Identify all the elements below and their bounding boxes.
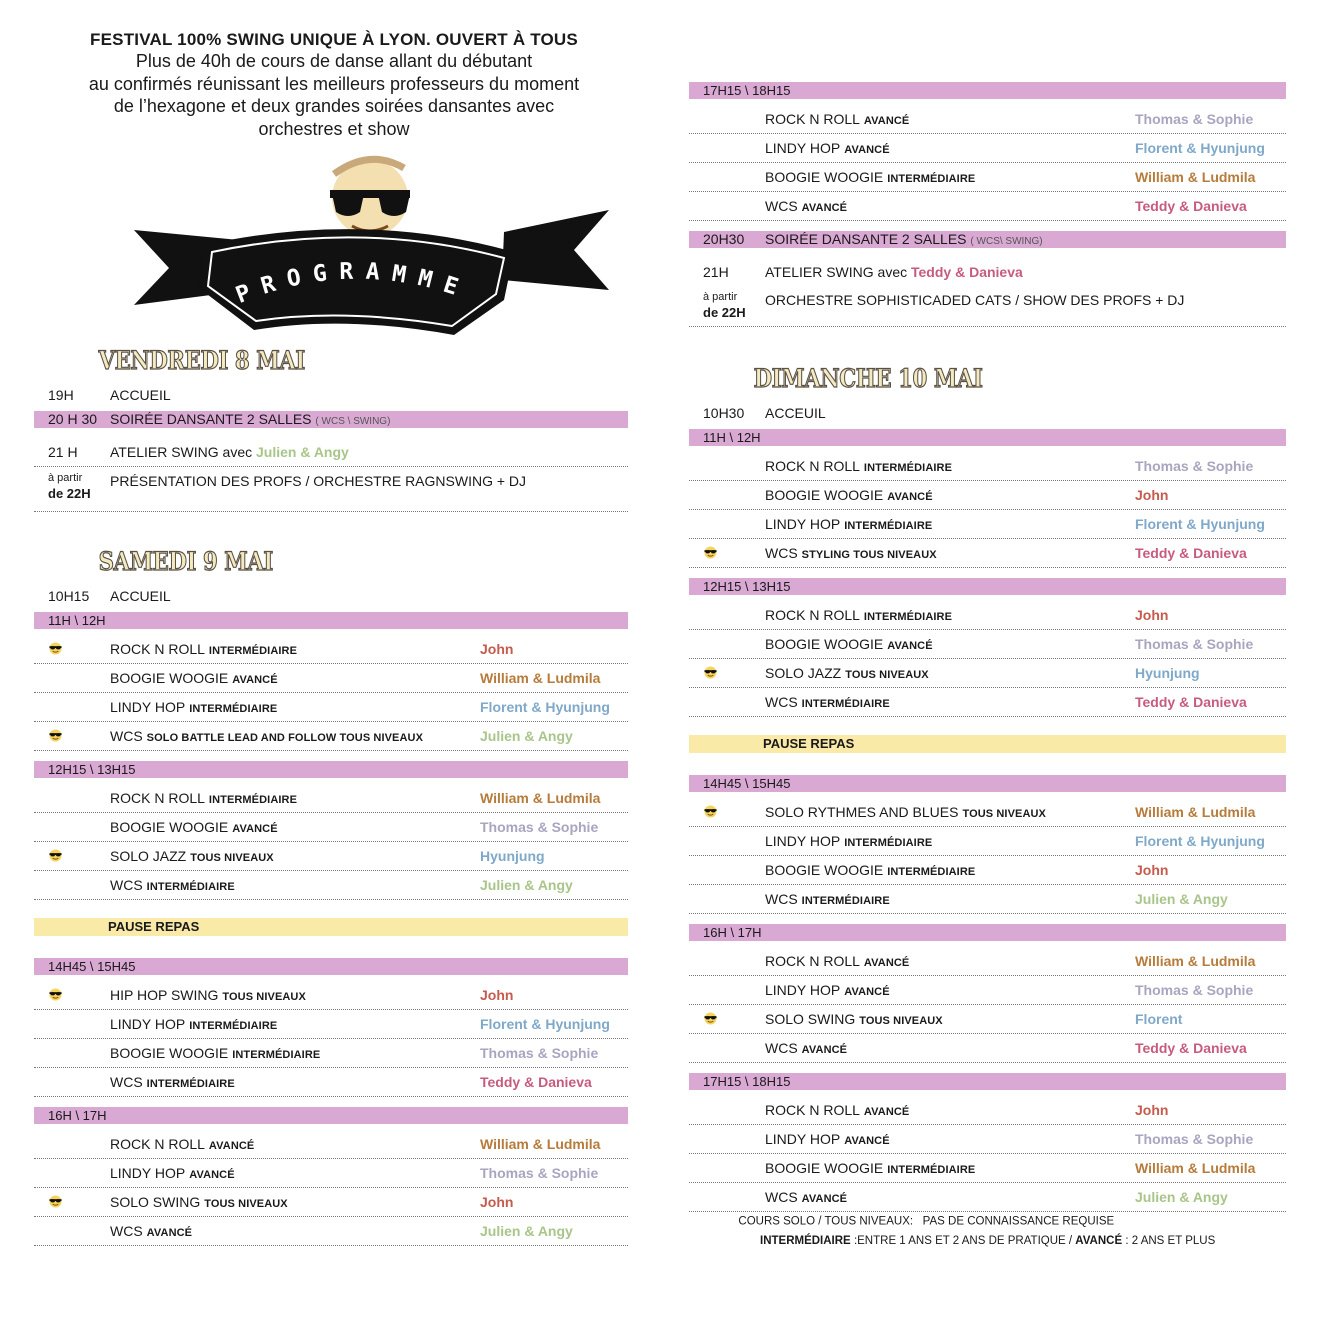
dance-name: BOOGIE WOOGIE xyxy=(765,1160,884,1176)
teacher-names: John xyxy=(480,641,514,657)
teacher-names: Teddy & Danieva xyxy=(1135,694,1247,710)
dance-name: HIP HOP SWING xyxy=(110,987,219,1003)
programme-title: PROGRAMME xyxy=(232,258,473,309)
sunglasses-emoji-icon xyxy=(703,546,718,559)
teacher-names: William & Ludmila xyxy=(480,670,601,686)
teacher-names: John xyxy=(1135,487,1169,503)
dance-name: WCS xyxy=(110,877,143,893)
dance-name: LINDY HOP xyxy=(110,1165,186,1181)
level-label: TOUS NIVEAUX xyxy=(204,1198,288,1210)
time-slot-bar: 16H \ 17H xyxy=(689,924,1286,941)
teacher-names: Hyunjung xyxy=(1135,665,1200,681)
level-label: AVANCÉ xyxy=(887,491,933,503)
teacher-names: John xyxy=(1135,607,1169,623)
sunglasses-emoji-icon xyxy=(703,1012,718,1025)
class-row xyxy=(34,1068,628,1097)
level-label: INTERMÉDIAIRE xyxy=(844,520,933,532)
late-row: à partir de 22H ORCHESTRE SOPHISTICADED CATS / SHOW DES PROFS + DJ xyxy=(689,286,1286,327)
teacher-names: Florent & Hyunjung xyxy=(1135,140,1265,156)
teacher-names: Thomas & Sophie xyxy=(480,1165,599,1181)
dance-name: BOOGIE WOOGIE xyxy=(765,169,884,185)
dance-name: SOLO JAZZ xyxy=(765,665,842,681)
dance-name: ROCK N ROLL xyxy=(765,953,860,969)
class-row xyxy=(689,452,1286,481)
level-label: TOUS NIVEAUX xyxy=(845,669,929,681)
sunglasses-emoji-icon xyxy=(48,1195,63,1208)
late-row: à partir de 22H PRÉSENTATION DES PROFS / ORCHESTRE RAGNSWING + DJ xyxy=(34,467,628,512)
dance-name: ROCK N ROLL xyxy=(110,1136,205,1152)
dance-name: BOOGIE WOOGIE xyxy=(110,1045,229,1061)
level-label: AVANCÉ xyxy=(801,1193,848,1205)
level-label: INTERMÉDIAIRE xyxy=(887,173,976,185)
time-slot-bar: 11H \ 12H xyxy=(689,429,1286,446)
dance-name: SOLO SWING xyxy=(110,1194,201,1210)
class-row xyxy=(34,784,628,813)
class-row xyxy=(34,871,628,900)
dance-name: LINDY HOP xyxy=(765,1131,841,1147)
class-row xyxy=(34,635,628,664)
class-row xyxy=(34,722,628,751)
intro-line: orchestres et show xyxy=(258,118,410,139)
level-label: TOUS NIVEAUX xyxy=(859,1015,943,1027)
right-column xyxy=(689,80,1286,1220)
dance-name: ROCK N ROLL xyxy=(110,790,205,806)
dance-name: WCS xyxy=(765,891,798,907)
atelier-row: 21 H ATELIER SWING avec Julien & Angy xyxy=(34,438,628,467)
teacher-names: Hyunjung xyxy=(480,848,545,864)
level-label: STYLING TOUS NIVEAUX xyxy=(801,549,937,561)
level-label: INTERMÉDIAIRE xyxy=(801,698,890,710)
teacher-names: Julien & Angy xyxy=(480,1223,573,1239)
class-row xyxy=(689,1034,1286,1063)
pause-repas-bar: PAUSE REPAS xyxy=(34,918,628,936)
time-slot-bar: 14H45 \ 15H45 xyxy=(34,958,628,975)
intro-line: au confirmés réunissant les meilleurs professeurs du moment xyxy=(88,73,580,94)
class-row xyxy=(689,510,1286,539)
class-row xyxy=(689,105,1286,134)
class-row xyxy=(689,163,1286,192)
dance-name: BOOGIE WOOGIE xyxy=(765,636,884,652)
class-row xyxy=(689,827,1286,856)
programme-logo xyxy=(34,140,628,335)
time-slot-bar: 12H15 \ 13H15 xyxy=(34,761,628,778)
teacher-names: William & Ludmila xyxy=(1135,804,1256,820)
pause-repas-bar: PAUSE REPAS xyxy=(689,735,1286,753)
class-row xyxy=(34,664,628,693)
dance-name: WCS xyxy=(110,728,143,744)
level-label: SOLO BATTLE LEAD AND FOLLOW TOUS NIVEAUX xyxy=(146,732,424,744)
teacher-names: Thomas & Sophie xyxy=(1135,636,1254,652)
dance-name: WCS xyxy=(765,545,798,561)
level-label: AVANCÉ xyxy=(844,1135,890,1147)
level-label: AVANCÉ xyxy=(189,1169,235,1181)
level-label: AVANCÉ xyxy=(863,957,910,969)
teacher-names: Julien & Angy xyxy=(1135,891,1228,907)
dance-name: LINDY HOP xyxy=(765,516,841,532)
sunglasses-emoji-icon xyxy=(48,849,63,862)
teacher-names: William & Ludmila xyxy=(1135,1160,1256,1176)
level-label: TOUS NIVEAUX xyxy=(190,852,274,864)
class-row xyxy=(689,976,1286,1005)
level-label: INTERMÉDIAIRE xyxy=(189,703,278,715)
teacher-names: Florent xyxy=(1135,1011,1183,1027)
class-row xyxy=(34,1217,628,1246)
time-slot-bar: 17H15 \ 18H15 xyxy=(689,1073,1286,1090)
teacher-names: Thomas & Sophie xyxy=(480,819,599,835)
dance-name: ROCK N ROLL xyxy=(765,111,860,127)
day-title-sunday: DIMANCHE 10 MAI xyxy=(753,364,983,393)
time-slot-bar: 17H15 \ 18H15 xyxy=(689,82,1286,99)
teacher-names: Julien & Angy xyxy=(480,877,573,893)
teacher-names: Julien & Angy xyxy=(1135,1189,1228,1205)
teacher-names: Teddy & Danieva xyxy=(1135,198,1247,214)
dance-name: ROCK N ROLL xyxy=(765,1102,860,1118)
intro xyxy=(34,30,634,140)
level-label: TOUS NIVEAUX xyxy=(222,991,306,1003)
teacher-names: Thomas & Sophie xyxy=(480,1045,599,1061)
teacher-names: Thomas & Sophie xyxy=(1135,1131,1254,1147)
accueil-row: 19H ACCUEIL xyxy=(48,387,171,403)
class-row xyxy=(689,1183,1286,1212)
dance-name: SOLO SWING xyxy=(765,1011,856,1027)
level-label: INTERMÉDIAIRE xyxy=(189,1020,278,1032)
class-row xyxy=(34,1159,628,1188)
dance-name: BOOGIE WOOGIE xyxy=(765,487,884,503)
teacher-names: Thomas & Sophie xyxy=(1135,982,1254,998)
class-row xyxy=(34,813,628,842)
class-row xyxy=(689,192,1286,221)
accueil-row: 10H30 ACCEUIL xyxy=(703,405,826,421)
class-row xyxy=(689,688,1286,717)
soiree-bar: 20H30 SOIRÉE DANSANTE 2 SALLES ( WCS\ SWING) xyxy=(689,231,1286,248)
dance-name: WCS xyxy=(765,198,798,214)
dance-name: LINDY HOP xyxy=(765,833,841,849)
teacher-names: John xyxy=(1135,862,1169,878)
class-row xyxy=(34,693,628,722)
dance-name: ROCK N ROLL xyxy=(110,641,205,657)
teacher-names: William & Ludmila xyxy=(480,1136,601,1152)
class-row xyxy=(689,481,1286,510)
class-row xyxy=(34,1130,628,1159)
dance-name: WCS xyxy=(765,694,798,710)
teacher-names: Thomas & Sophie xyxy=(1135,458,1254,474)
class-row xyxy=(34,842,628,871)
level-label: INTERMÉDIAIRE xyxy=(887,1164,976,1176)
level-label: AVANCÉ xyxy=(887,640,933,652)
dance-name: SOLO RYTHMES AND BLUES xyxy=(765,804,959,820)
level-label: INTERMÉDIAIRE xyxy=(232,1049,321,1061)
class-row xyxy=(689,659,1286,688)
class-row xyxy=(689,798,1286,827)
dance-name: ROCK N ROLL xyxy=(765,607,860,623)
level-label: INTERMÉDIAIRE xyxy=(801,895,890,907)
class-row xyxy=(689,856,1286,885)
class-row xyxy=(689,1154,1286,1183)
dance-name: WCS xyxy=(765,1189,798,1205)
dance-name: WCS xyxy=(110,1074,143,1090)
class-row xyxy=(689,601,1286,630)
teacher-names: William & Ludmila xyxy=(1135,953,1256,969)
level-label: INTERMÉDIAIRE xyxy=(146,881,235,893)
class-row xyxy=(34,1010,628,1039)
teacher-names: Teddy & Danieva xyxy=(480,1074,592,1090)
teacher-names: John xyxy=(480,1194,514,1210)
sunglasses-emoji-icon xyxy=(703,666,718,679)
level-label: AVANCÉ xyxy=(146,1227,193,1239)
class-row xyxy=(34,1188,628,1217)
level-label: INTERMÉDIAIRE xyxy=(844,837,933,849)
class-row xyxy=(34,981,628,1010)
level-label: INTERMÉDIAIRE xyxy=(887,866,976,878)
teacher-names: Florent & Hyunjung xyxy=(1135,516,1265,532)
class-row xyxy=(689,630,1286,659)
sunglasses-emoji-icon xyxy=(48,988,63,1001)
level-label: AVANCÉ xyxy=(863,115,910,127)
sunglasses-emoji-icon xyxy=(48,642,63,655)
teacher-names: Florent & Hyunjung xyxy=(480,1016,610,1032)
dance-name: LINDY HOP xyxy=(110,1016,186,1032)
dance-name: WCS xyxy=(765,1040,798,1056)
dance-name: WCS xyxy=(110,1223,143,1239)
level-label: AVANCÉ xyxy=(232,823,278,835)
time-slot-bar: 11H \ 12H xyxy=(34,612,628,629)
level-label: AVANCÉ xyxy=(208,1140,255,1152)
class-row xyxy=(689,885,1286,914)
dance-name: BOOGIE WOOGIE xyxy=(110,819,229,835)
sunglasses-emoji-icon xyxy=(48,729,63,742)
day-title-saturday: SAMEDI 9 MAI xyxy=(98,547,273,576)
intro-line: Plus de 40h de cours de danse allant du débutant xyxy=(135,51,533,71)
class-row xyxy=(689,1125,1286,1154)
time-slot-bar: 12H15 \ 13H15 xyxy=(689,578,1286,595)
level-label: INTERMÉDIAIRE xyxy=(863,611,953,623)
dance-name: BOOGIE WOOGIE xyxy=(110,670,229,686)
teacher-names: John xyxy=(1135,1102,1169,1118)
intro-headline: FESTIVAL 100% SWING UNIQUE À LYON. OUVERT À TOUS xyxy=(90,30,578,49)
level-label: AVANCÉ xyxy=(232,674,278,686)
sunglasses-emoji-icon xyxy=(703,805,718,818)
teacher-names: Florent & Hyunjung xyxy=(1135,833,1265,849)
teacher-names: William & Ludmila xyxy=(480,790,601,806)
dance-name: SOLO JAZZ xyxy=(110,848,187,864)
banner-icon xyxy=(34,140,634,335)
teacher-names: John xyxy=(480,987,514,1003)
dance-name: LINDY HOP xyxy=(765,140,841,156)
time-slot-bar: 14H45 \ 15H45 xyxy=(689,775,1286,792)
legend: COURS SOLO / TOUS NIVEAUX: PAS DE CONNAISSANCE REQUISE INTERMÉDIAIRE :ENTRE 1 ANS ET 2 ANS DE PRATIQUE / AVANCÉ : 2 ANS ET PLUS xyxy=(732,1212,1215,1251)
teacher-names: Florent & Hyunjung xyxy=(480,699,610,715)
level-label: AVANCÉ xyxy=(844,986,890,998)
teacher-names: Julien & Angy xyxy=(480,728,573,744)
accueil-row: 10H15 ACCUEIL xyxy=(48,588,171,604)
dance-name: ROCK N ROLL xyxy=(765,458,860,474)
level-label: AVANCÉ xyxy=(863,1106,910,1118)
class-row xyxy=(689,1096,1286,1125)
dance-name: LINDY HOP xyxy=(110,699,186,715)
level-label: INTERMÉDIAIRE xyxy=(146,1078,235,1090)
level-label: INTERMÉDIAIRE xyxy=(208,645,298,657)
level-label: INTERMÉDIAIRE xyxy=(863,462,953,474)
time-slot-bar: 16H \ 17H xyxy=(34,1107,628,1124)
class-row xyxy=(689,134,1286,163)
level-label: TOUS NIVEAUX xyxy=(962,808,1046,820)
left-column xyxy=(34,30,628,1254)
class-row xyxy=(34,1039,628,1068)
teacher-names: Thomas & Sophie xyxy=(1135,111,1254,127)
level-label: AVANCÉ xyxy=(844,144,890,156)
level-label: AVANCÉ xyxy=(801,202,848,214)
class-row xyxy=(689,539,1286,568)
teacher-names: Teddy & Danieva xyxy=(1135,545,1247,561)
dance-name: LINDY HOP xyxy=(765,982,841,998)
level-label: INTERMÉDIAIRE xyxy=(208,794,298,806)
day-title-friday: VENDREDI 8 MAI xyxy=(98,346,305,375)
class-row xyxy=(689,1005,1286,1034)
teacher-names: William & Ludmila xyxy=(1135,169,1256,185)
class-row xyxy=(689,947,1286,976)
intro-line: de l’hexagone et deux grandes soirées dansantes avec xyxy=(113,96,555,116)
dance-name: BOOGIE WOOGIE xyxy=(765,862,884,878)
atelier-row: 21H ATELIER SWING avec Teddy & Danieva xyxy=(703,264,1023,280)
soiree-bar: 20 H 30 SOIRÉE DANSANTE 2 SALLES ( WCS \ SWING) xyxy=(34,411,628,428)
teacher-names: Teddy & Danieva xyxy=(1135,1040,1247,1056)
level-label: AVANCÉ xyxy=(801,1044,848,1056)
